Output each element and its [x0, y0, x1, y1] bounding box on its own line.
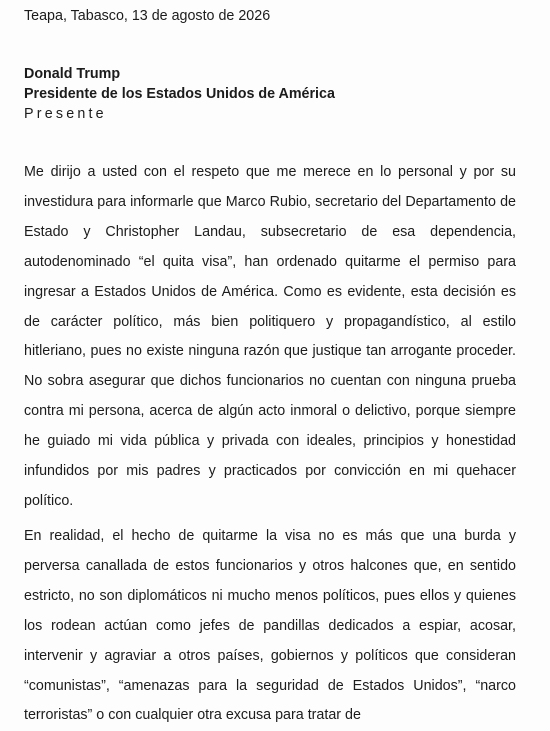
recipient-block — [24, 64, 335, 124]
salutation-presente: Presente — [24, 106, 107, 122]
place-date: Teapa, Tabasco, 13 de agosto de 2026 — [24, 8, 271, 24]
body-paragraph-1: Me dirijo a usted con el respeto que me merece en lo personal y por su investidura para informarle que Marco Rubio, secretario del Departamento de Estado y Christopher Landau, subsecretario de esa dependencia, autodenominado “el quita visa”, han ordenado quitarme el permiso para ingresar a Estados Unidos de América. Como es evidente, esta decisión es de carácter político, más bien politiquero y propagandístico, al estilo hitleriano, pues no existe ninguna razón que justique tan arrogante proceder. No sobra asegurar que dichos funcionarios no cuentan con ninguna prueba contra mi persona, acerca de algún acto inmoral o delictivo, porque siempre he guiado mi vida pública y privada con ideales, principios y honestidad infundidos por mis padres y practicados por convicción en mi quehacer político. — [24, 164, 516, 509]
recipient-name: Donald Trump — [24, 66, 121, 82]
body-paragraph-2: En realidad, el hecho de quitarme la visa no es más que una burda y perversa canallada de estos funcionarios y otros halcones que, en sentido estricto, no son diplomáticos ni mucho menos políticos, pues ellos y quienes los rodean actúan como jefes de pandillas dedicados a espiar, acosar, intervenir y agraviar a otros países, gobiernos y políticos que consideran “comunistas”, “amenazas para la seguridad de Estados Unidos”, “narco terroristas” o con cualquier otra excusa para tratar de — [24, 528, 516, 724]
letter-page — [24, 0, 516, 724]
recipient-title: Presidente de los Estados Unidos de América — [24, 86, 335, 102]
